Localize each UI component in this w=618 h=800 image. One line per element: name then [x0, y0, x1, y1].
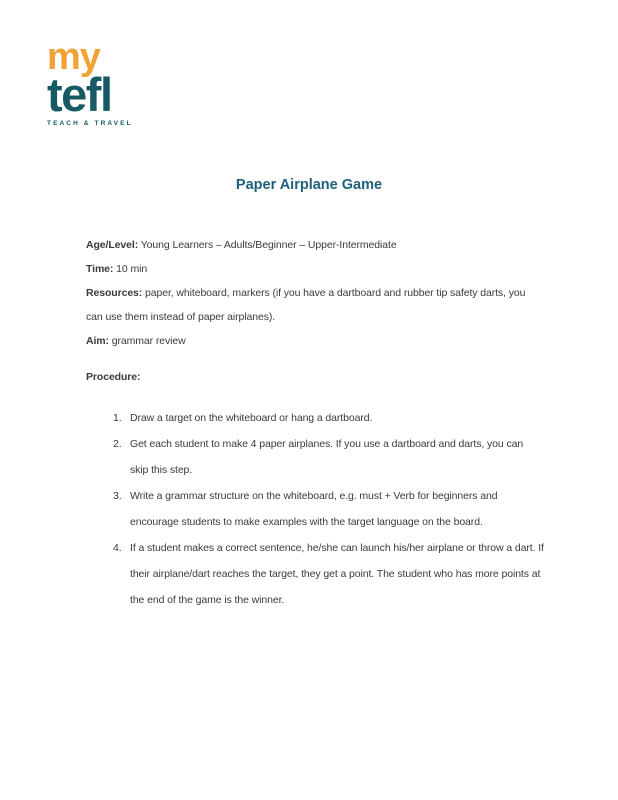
lesson-meta	[86, 233, 544, 353]
meta-time-value: 10 min	[113, 263, 148, 275]
meta-aim	[86, 329, 544, 353]
meta-age-level-value: Young Learners – Adults/Beginner – Upper-Intermediate	[138, 239, 397, 251]
meta-age-level-label: Age/Level:	[86, 239, 139, 251]
mytefl-logo	[47, 36, 133, 128]
page-title: Paper Airplane Game	[235, 177, 383, 193]
step-text: If a student makes a correct sentence, he/she can launch his/her airplane or throw a dart. If their airplane/dart reaches the target, they get a point. The student who has more points at the end of the game is the winner.	[130, 542, 544, 606]
step-number: 2.	[113, 438, 122, 450]
logo-tagline: TEACH & TRAVEL	[47, 120, 133, 128]
step-text: Write a grammar structure on the whiteboard, e.g. must + Verb for beginners and encourage students to make examples with the target language on the board.	[130, 490, 498, 528]
step-number: 4.	[113, 542, 122, 554]
meta-resources-label: Resources:	[86, 287, 143, 299]
logo-word-my: my	[47, 36, 100, 78]
logo-word-tefl: tefl	[47, 68, 112, 122]
document-body	[86, 233, 544, 613]
step-text: Get each student to make 4 paper airplanes. If you use a dartboard and darts, you can skip this step.	[130, 438, 524, 476]
procedure-step-3	[113, 483, 544, 535]
step-text: Draw a target on the whiteboard or hang a dartboard.	[130, 412, 373, 424]
procedure-step-4	[113, 535, 544, 613]
procedure-heading: Procedure:	[86, 371, 141, 383]
meta-time	[86, 257, 544, 281]
meta-age-level	[86, 233, 544, 257]
procedure-steps	[86, 405, 544, 613]
step-number: 1.	[113, 412, 122, 424]
procedure-step-2	[113, 431, 544, 483]
meta-resources-value: paper, whiteboard, markers (if you have a dartboard and rubber tip safety darts, you can use them instead of paper airplanes).	[86, 287, 526, 323]
meta-aim-label: Aim:	[86, 335, 109, 347]
meta-time-label: Time:	[86, 263, 114, 275]
meta-aim-value: grammar review	[108, 335, 186, 347]
meta-resources	[86, 281, 544, 329]
step-number: 3.	[113, 490, 122, 502]
procedure-step-1	[113, 405, 544, 431]
